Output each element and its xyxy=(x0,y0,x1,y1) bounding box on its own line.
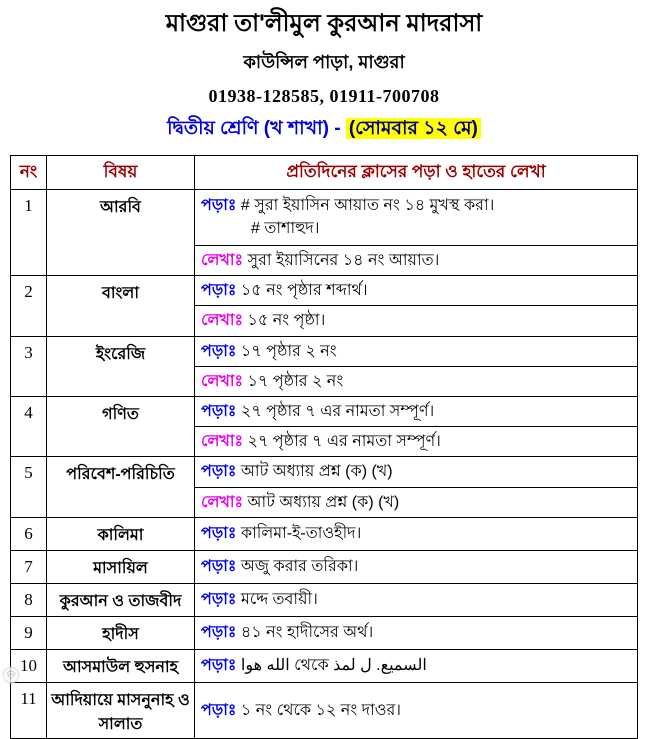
row-number: 4 xyxy=(11,396,47,456)
pora-label: পড়াঃ xyxy=(201,197,237,214)
phone-numbers: 01938-128585, 01911-700708 xyxy=(208,86,440,106)
table-header-row xyxy=(11,156,638,190)
lekha-text: সুরা ইয়াসিনের ১৪ নং আয়াত। xyxy=(247,252,440,269)
pora-text: الله هوا থেকে السميع. ل لمذ xyxy=(240,657,427,675)
lessons-table xyxy=(10,155,638,739)
pora-label: পড়াঃ xyxy=(201,282,237,300)
subject-cell: হাদীস xyxy=(47,616,195,649)
row-number: 5 xyxy=(11,457,47,517)
pora-label: পড়াঃ xyxy=(201,701,237,719)
lekha-text: আট অধ্যায় প্রশ্ন (ক) (খ) xyxy=(247,493,400,511)
pora-cell xyxy=(195,649,638,682)
pora-text: ১ নং থেকে ১২ নং দাওর। xyxy=(240,701,402,719)
lekha-label: লেখাঃ xyxy=(201,372,244,390)
pora-label: পড়াঃ xyxy=(201,558,237,576)
subject-cell: বাংলা xyxy=(47,276,195,336)
page-title: মাগুরা তা'লীমুল কুরআন মাদরাসা xyxy=(165,10,483,37)
pora-cell xyxy=(195,457,638,487)
row-number: 9 xyxy=(11,616,47,649)
date-highlight: (সোমবার ১২ মে) xyxy=(346,118,481,139)
lekha-text: ২৭ পৃষ্ঠার ৭ এর নামতা সম্পূর্ণ। xyxy=(247,433,441,451)
pora-cell xyxy=(195,682,638,738)
pora-label: পড়াঃ xyxy=(201,525,237,543)
table-row xyxy=(11,336,638,366)
table-row xyxy=(11,616,638,649)
pora-cell xyxy=(195,190,638,246)
pora-label: পড়াঃ xyxy=(201,402,237,420)
pora-label: পড়াঃ xyxy=(201,657,237,675)
table-row xyxy=(11,649,638,682)
lekha-label: লেখাঃ xyxy=(201,252,244,269)
pora-cell xyxy=(195,517,638,550)
lekha-cell xyxy=(195,306,638,336)
class-date-line xyxy=(0,114,648,146)
table-row xyxy=(11,517,638,550)
subject-cell: আদিয়ায়ে মাসনুনাহ ও সালাত xyxy=(47,682,195,738)
lekha-text: ১৫ নং পৃষ্ঠা। xyxy=(247,312,326,330)
pora-cell xyxy=(195,276,638,306)
pora-label: পড়াঃ xyxy=(201,463,237,481)
pora-text: অজু করার তরিকা। xyxy=(240,558,359,576)
subject-cell: গণিত xyxy=(47,396,195,456)
pora-label: পড়াঃ xyxy=(201,591,237,609)
lekha-cell xyxy=(195,246,638,276)
pora-cell xyxy=(195,616,638,649)
lekha-label: লেখাঃ xyxy=(201,312,244,330)
lekha-cell xyxy=(195,366,638,396)
row-number: 6 xyxy=(11,517,47,550)
pora-line-2: # তাশাহুদ। xyxy=(251,220,320,238)
lekha-cell xyxy=(195,427,638,457)
pora-cell xyxy=(195,396,638,426)
pora-text: # সুরা ইয়াসিন আয়াত নং ১৪ মুখস্থ করা। xyxy=(240,197,495,214)
table-row xyxy=(11,583,638,616)
col-header-subject: বিষয় xyxy=(47,156,195,190)
pora-text: মদ্দে তবায়ী। xyxy=(240,591,318,609)
pora-text: কালিমা-ই-তাওহীদ। xyxy=(240,525,362,543)
table-row xyxy=(11,550,638,583)
pora-cell xyxy=(195,550,638,583)
table-row xyxy=(11,457,638,487)
table-row xyxy=(11,276,638,306)
pora-cell xyxy=(195,583,638,616)
table-row xyxy=(11,682,638,738)
pora-line xyxy=(201,194,631,217)
row-number: 10 xyxy=(11,649,47,682)
table-row xyxy=(11,396,638,426)
lekha-cell xyxy=(195,487,638,517)
subject-cell: কালিমা xyxy=(47,517,195,550)
pora-cell xyxy=(195,336,638,366)
pora-text: ১৫ নং পৃষ্ঠার শব্দার্থ। xyxy=(240,282,368,300)
pora-text: ২৭ পৃষ্ঠার ৭ এর নামতা সম্পূর্ণ। xyxy=(240,402,435,420)
row-number: 11 xyxy=(11,682,47,738)
lekha-label: লেখাঃ xyxy=(201,493,244,511)
lekha-label: লেখাঃ xyxy=(201,433,244,451)
row-number: 8 xyxy=(11,583,47,616)
address-line: কাউন্সিল পাড়া, মাগুরা xyxy=(243,52,405,72)
subject-cell: আসমাউল হুসনাহ xyxy=(47,649,195,682)
subject-cell: পরিবেশ-পরিচিতি xyxy=(47,457,195,517)
sheet-header xyxy=(0,9,648,146)
row-number: 2 xyxy=(11,276,47,336)
subject-cell: মাসায়িল xyxy=(47,550,195,583)
col-header-no: নং xyxy=(11,156,47,190)
class-section-label: দ্বিতীয় শ্রেণি (খ শাখা) - xyxy=(167,118,341,139)
pora-text: ৪১ নং হাদীসের অর্থ। xyxy=(240,624,374,642)
subject-cell: আরবি xyxy=(47,190,195,276)
lekha-text: ১৭ পৃষ্ঠার ২ নং xyxy=(247,372,344,390)
pora-text: আট অধ্যায় প্রশ্ন (ক) (খ) xyxy=(240,463,393,481)
col-header-lessons: প্রতিদিনের ক্লাসের পড়া ও হাতের লেখা xyxy=(195,156,638,190)
pora-label: পড়াঃ xyxy=(201,342,237,360)
row-number: 1 xyxy=(11,190,47,276)
row-number: 3 xyxy=(11,336,47,396)
subject-cell: কুরআন ও তাজবীদ xyxy=(47,583,195,616)
subject-cell: ইংরেজি xyxy=(47,336,195,396)
pora-text: ১৭ পৃষ্ঠার ২ নং xyxy=(240,342,337,360)
row-number: 7 xyxy=(11,550,47,583)
pora-label: পড়াঃ xyxy=(201,624,237,642)
table-row xyxy=(11,190,638,246)
fingerprint-watermark-icon xyxy=(2,666,20,689)
